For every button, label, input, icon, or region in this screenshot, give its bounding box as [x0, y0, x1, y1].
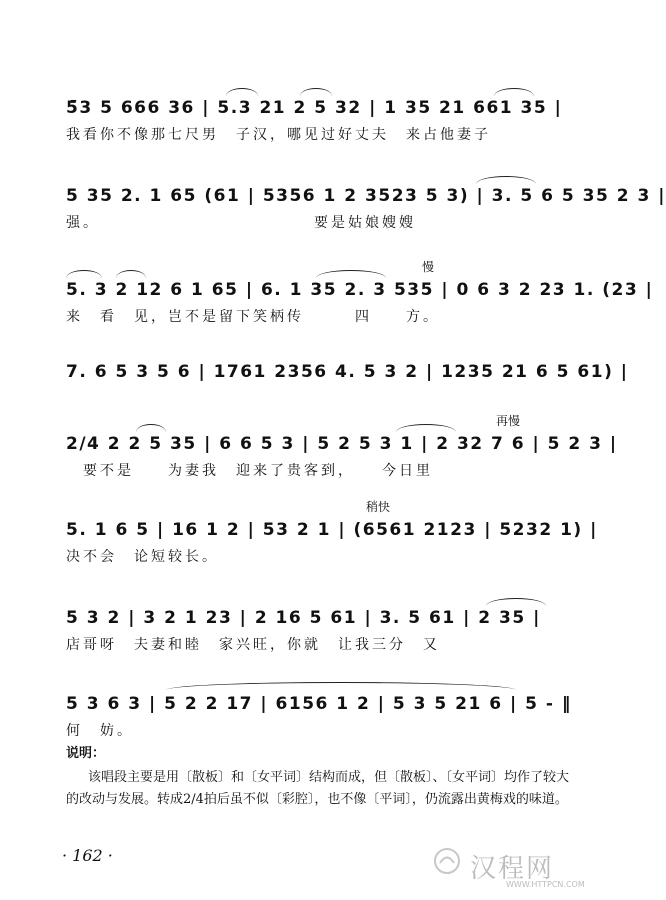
explanation-body: 该唱段主要是用〔散板〕和〔女平词〕结构而成，但〔散板〕、〔女平词〕均作了较大的改动与发展。转成2/4拍后虽不似〔彩腔〕，也不像〔平词〕，仍流露出黄梅戏的味道。 [66, 770, 570, 807]
lyrics-line: 店哥呀 夫妻和睦 家兴旺，你就 让我三分 又 [66, 637, 440, 653]
notation-line: 5 3 6 3 | 5 2 2 17 | 6156 1 2 | 5 3 5 21 6 | 5 - ‖ [66, 694, 572, 714]
notation-line: 5̄3 5 666 36 | 5.3 21 2 5 32 | 1 35 21 661 35 | [66, 98, 563, 118]
tempo-mark: 慢 [422, 260, 435, 274]
lyrics-line: 决不会 论短较长。 [66, 549, 219, 565]
notation-line: 5 35 2. 1 65 (61 | 5356 1 2 3523 5 3) | 3. 5 6 5 35 2 3 | [66, 186, 666, 206]
slur-mark [486, 598, 546, 606]
slur-mark [226, 88, 258, 96]
explanation-section [66, 742, 576, 811]
watermark-text: 汉程网 [470, 854, 555, 884]
notation-line: 5 3 2 | 3 2 1 23 | 2 16 5 61 | 3. 5 61 | 2 35 | [66, 608, 541, 628]
notation-line: 5. 3 2 12 6 1 65 | 6. 1 35 2. 3 535 | 0 6 3 2 23 1. (23 | [66, 280, 654, 300]
notation-line: 2/4 2 2 5 35 | 6 6 5 3 | 5 2 5 3 1 | 2 32 7 6 | 5 2 3 | [66, 434, 618, 454]
slur-mark [166, 682, 516, 690]
lyrics-line: 我看你不像那七尺男 子汉，哪见过好丈夫 来占他妻子 [66, 127, 491, 143]
notation-line: 7. 6 5 3 5 6 | 1761 2356 4. 5 3 2 | 1235 21 6 5 61) | [66, 362, 629, 382]
slur-mark [396, 424, 456, 432]
slur-mark [66, 270, 102, 278]
explanation-title: 说明： [66, 746, 106, 761]
slur-mark [476, 176, 536, 184]
lyrics-line: 何 妨。 [66, 723, 134, 739]
lyrics-line: 来 看 见，岂不是留下笑柄传 四 方。 [66, 309, 440, 325]
notation-line: 5. 1 6 5 | 16 1 2 | 53 2 1 | (6561 2123 | 5232 1) | [66, 520, 598, 540]
slur-mark [316, 270, 386, 278]
slur-mark [136, 424, 166, 432]
tempo-mark: 再慢 [496, 414, 521, 428]
slur-mark [116, 270, 146, 278]
watermark-url: WWW.HTTPCN.COM [506, 880, 585, 889]
slur-mark [300, 88, 332, 96]
lyrics-line: 要不是 为妻我 迎来了贵客到， 今日里 [66, 463, 433, 479]
watermark-logo-icon [432, 846, 462, 876]
lyrics-line: 强。 要是姑娘嫂嫂 [66, 215, 416, 231]
tempo-mark: 稍快 [366, 500, 391, 514]
page-number: · 162 · [62, 846, 113, 865]
slur-mark [494, 88, 534, 96]
